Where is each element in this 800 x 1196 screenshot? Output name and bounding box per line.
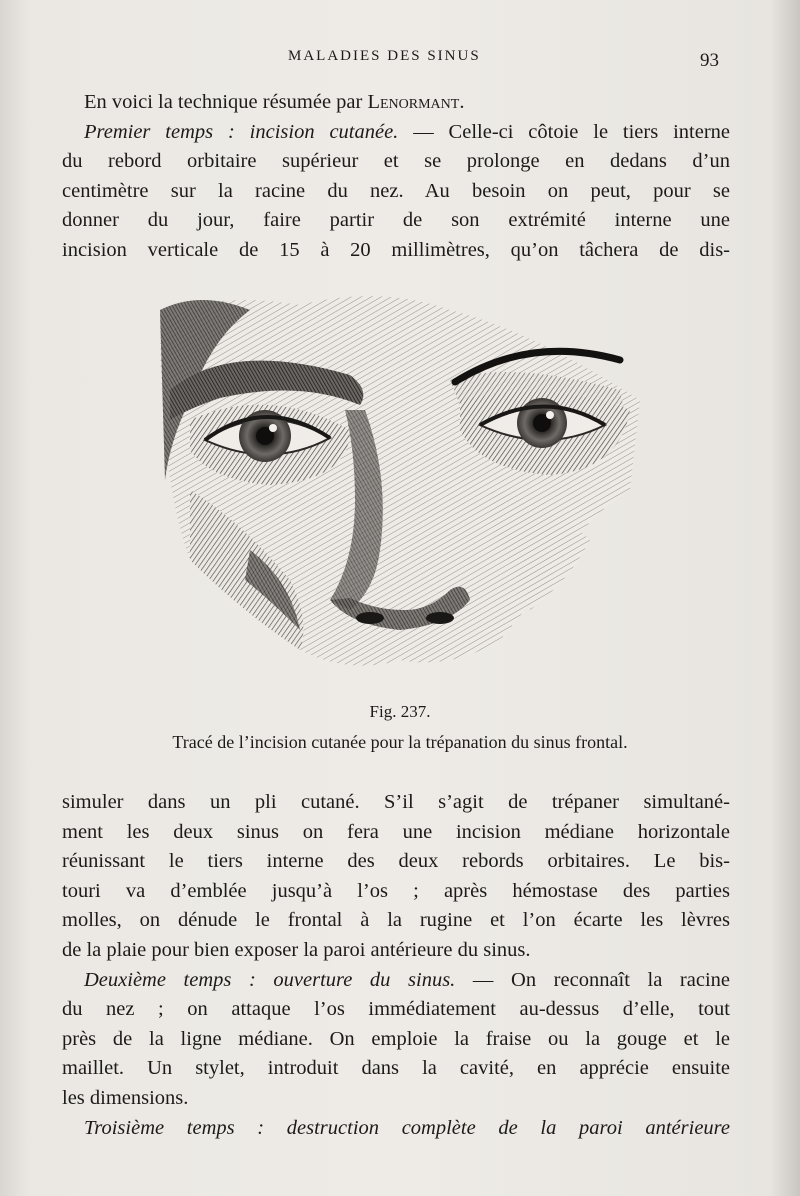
text-line: Premier temps : incision cutanée. — Celle-ci côtoie le tiers interne [84,120,730,143]
eyes-engraving-illustration [150,280,650,690]
text-line: du nez ; on attaque l’os immédiatement au-dessus d’elle, tout [62,998,730,1021]
running-head: MALADIES DES SINUS [288,48,481,64]
text-line: Deuxième temps : ouverture du sinus. — On reconnaît la racine [84,968,730,991]
text-line: du rebord orbitaire supérieur et se prolonge en dedans d’un [62,150,730,173]
step-heading: Deuxième temps : ouverture du sinus. [84,968,456,991]
top-text-block [62,88,730,266]
author-name: Lenormant. [367,91,465,113]
text-line: incision verticale de 15 à 20 millimètres, qu’on tâchera de dis- [62,238,730,261]
text-line: donner du jour, faire partir de son extrémité interne une [62,209,730,232]
text-line: près de la ligne médiane. On emploie la fraise ou la gouge et le [62,1027,730,1050]
text-line: réunissant le tiers interne des deux rebords orbitaires. Le bis- [62,850,730,873]
text-line: centimètre sur la racine du nez. Au besoin on peut, pour se [62,179,730,202]
text-line: de la plaie pour bien exposer la paroi antérieure du sinus. [62,938,531,961]
figure-caption: Tracé de l’incision cutanée pour la trépanation du sinus frontal. [172,732,628,752]
text-line: ment les deux sinus on fera une incision médiane horizontale [62,820,730,843]
text-line: maillet. Un stylet, introduit dans la cavité, en apprécie ensuite [62,1057,730,1080]
text-line: En voici la technique résumée par Lenormant. [84,91,465,113]
step-heading: Troisième temps : destruction complète de la paroi antérieure [84,1116,730,1139]
text-line: molles, on dénude le frontal à la rugine et l’on écarte les lèvres [62,909,730,932]
page-number: 93 [700,50,719,71]
text-line: simuler dans un pli cutané. S’il s’agit de trépaner simultané- [62,791,730,813]
figure-label: Fig. 237. [369,702,431,721]
bottom-text-block [62,788,730,1143]
text-line: touri va d’emblée jusqu’à l’os ; après hémostase des parties [62,879,730,902]
step-heading: Premier temps : incision cutanée. [84,120,399,143]
text-line [62,1114,730,1144]
text-line: les dimensions. [62,1086,189,1109]
